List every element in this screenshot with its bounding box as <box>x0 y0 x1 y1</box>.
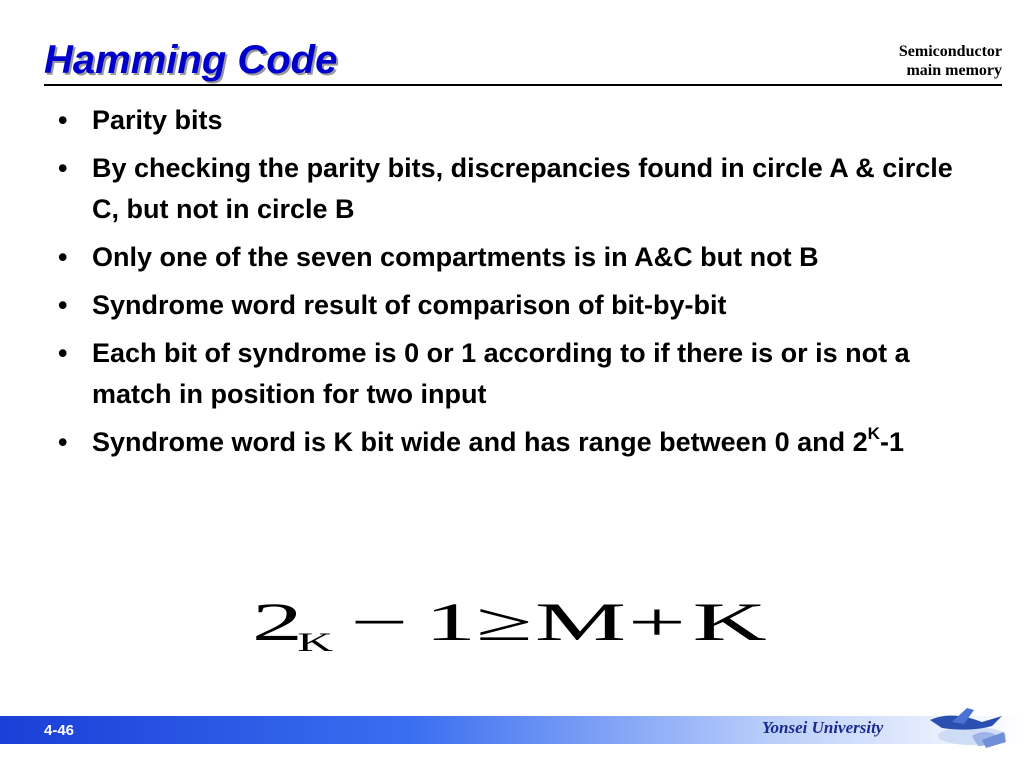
formula-exponent: K <box>297 627 334 656</box>
bullet-dot: • <box>58 105 68 135</box>
bullet-dot: • <box>58 242 68 272</box>
bullet-text-suffix: -1 <box>879 427 904 457</box>
bullet-dot: • <box>58 338 68 368</box>
bullet-text: Syndrome word is K bit wide and has range between 0 and 2 <box>92 427 868 457</box>
section-header <box>899 42 1002 80</box>
bullet-text: Syndrome word result of comparison of bit-by-bit <box>92 290 727 320</box>
formula-base: 2 <box>251 594 304 652</box>
yonsei-logo-icon <box>912 702 1012 754</box>
bullet-item <box>52 100 972 141</box>
bullet-dot: • <box>58 427 68 457</box>
formula-geq: ≥ <box>476 594 533 652</box>
bullet-text: Parity bits <box>92 105 223 135</box>
page-number: 4-46 <box>44 722 75 739</box>
bullet-dot: • <box>58 153 68 183</box>
bullet-text: Only one of the seven compartments is in A&C but not B <box>92 242 819 272</box>
bullet-dot: • <box>58 290 68 320</box>
formula-minus: − <box>350 594 409 652</box>
bullet-item <box>52 237 972 278</box>
bullet-item <box>52 285 972 326</box>
bullet-item <box>52 333 972 415</box>
bullet-item <box>52 148 972 230</box>
university-name: Yonsei University <box>762 718 884 737</box>
syndrome-formula <box>248 594 788 656</box>
formula-plus: + <box>628 594 686 652</box>
bullet-text: Each bit of syndrome is 0 or 1 according to if there is or is not a match in position for two input <box>92 338 910 409</box>
bullet-item <box>52 422 972 463</box>
bullet-text: By checking the parity bits, discrepancies found in circle A & circle C, but not in circle B <box>92 153 953 224</box>
slide-title: Hamming Code <box>44 38 338 82</box>
title-underline <box>44 84 1002 86</box>
bullet-superscript: K <box>867 424 880 443</box>
bullet-list <box>52 100 972 470</box>
formula-one: 1 <box>424 594 476 652</box>
section-header-line1: Semiconductor <box>898 43 1002 60</box>
formula-k: K <box>692 594 767 652</box>
formula-m: M <box>534 594 627 652</box>
section-header-line2: main memory <box>906 62 1002 79</box>
